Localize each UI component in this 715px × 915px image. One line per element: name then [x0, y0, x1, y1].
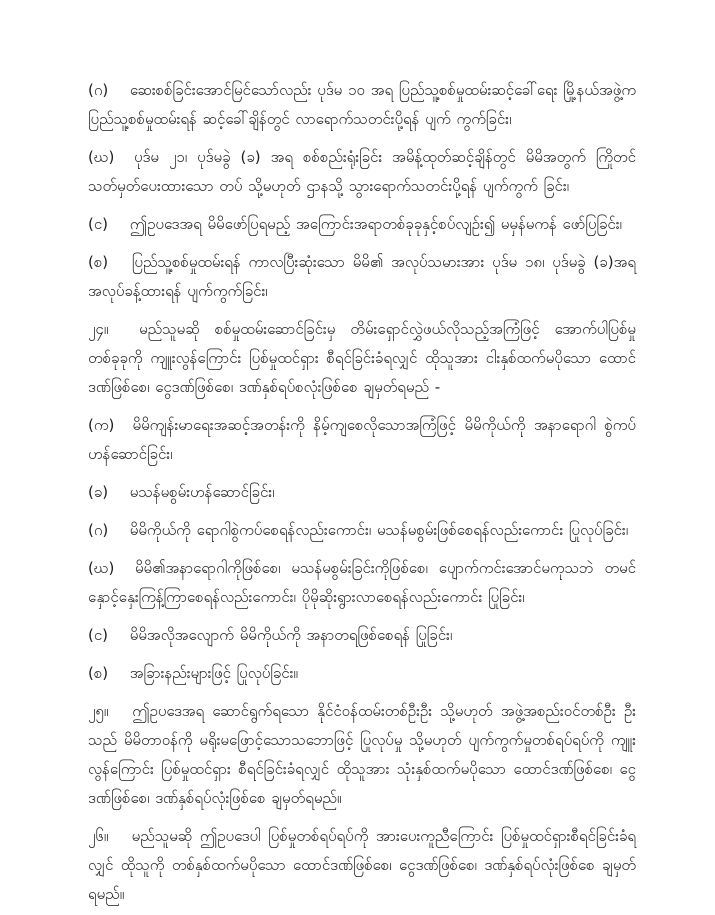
section-text: ဤဥပဒေအရ ဆောင်ရွက်ရသော နိုင်ငံဝန်ထမ်းတစ်ဦးဦး သို့မဟုတ် အဖွဲ့အစည်းဝင်တစ်ဦး ဦးသည် မိမိတာဝန်ကို မရိုးမဖြောင့်သောသဘောဖြင့် ပြုလုပ်မှု သို့မဟုတ် ပျက်ကွက်မှုတစ်ရပ်ရပ်ကို ကျူး လွန်ကြောင်း ပြစ်မှုထင်ရှား စီရင်ခြင်းခံရလျှင် ထိုသူအား သုံးနှစ်ထက်မပိုသော ထောင်ဒဏ်ဖြစ်စေ၊ ငွေ ဒဏ်ဖြစ်စေ၊ ဒဏ်နှစ်ရပ်လုံးဖြစ်စေ ချမှတ်ရမည်။ [88, 702, 636, 807]
list-item-sa-2 [88, 659, 636, 688]
section-26 [88, 822, 636, 909]
item-label: (ဂ) [88, 521, 109, 539]
list-item-gha [88, 143, 636, 201]
item-label: (ဃ) [88, 559, 115, 577]
item-text: အခြားနည်းများဖြင့် ပြုလုပ်ခြင်း။ [129, 664, 298, 682]
section-number: ၂၅။ [88, 702, 109, 720]
item-text: မိမိ၏အနာရောဂါကိုဖြစ်စေ၊ မသန်မစွမ်းခြင်းကိုဖြစ်စေ၊ ပျောက်ကင်းအောင်မကုသဘဲ တမင် နှောင့်နှေးကြန့်ကြာစေရန်လည်းကောင်း၊ ပိုမိုဆိုးရွားလာစေရန်လည်းကောင်း ပြုခြင်း၊ [88, 559, 636, 606]
item-label: (ခ) [88, 483, 109, 501]
item-label: (င) [88, 626, 109, 644]
item-label: (ဃ) [88, 148, 115, 166]
section-24 [88, 315, 636, 402]
list-item-ga [88, 76, 636, 134]
item-text: မိမိကျန်းမာရေးအဆင့်အတန်းကို နိမ့်ကျစေလိုသောအကြံဖြင့် မိမိကိုယ်ကို အနာရောဂါ စွဲကပ် ဟန်ဆောင်ခြင်း၊ [88, 416, 636, 463]
section-text: မည်သူမဆို ဤဥပဒေပါ ပြစ်မှုတစ်ရပ်ရပ်ကို အားပေးကူညီကြောင်း ပြစ်မှုထင်ရှားစီရင်ခြင်းခံရ လျှင် ထိုသူကို တစ်နှစ်ထက်မပိုသော ထောင်ဒဏ်ဖြစ်စေ၊ ငွေဒဏ်ဖြစ်စေ၊ ဒဏ်နှစ်ရပ်လုံးဖြစ်စေ ချမှတ် ရမည်။ [88, 827, 636, 903]
section-number: ၂၄။ [88, 320, 109, 338]
item-text: မသန်မစွမ်းဟန်ဆောင်ခြင်း၊ [129, 483, 275, 501]
section-25 [88, 697, 636, 813]
item-label: (စ) [88, 664, 109, 682]
item-text: မိမိကိုယ်ကို ရောဂါစွဲကပ်စေရန်လည်းကောင်း၊ မသန်မစွမ်းဖြစ်စေရန်လည်းကောင်း ပြုလုပ်ခြင်း၊ [129, 521, 629, 539]
item-text: ဆေးစစ်ခြင်းအောင်မြင်သော်လည်း ပုဒ်မ ၁၀ အရ ပြည်သူ့စစ်မှုထမ်းဆင့်ခေါ်ရေး မြို့နယ်အဖွဲ့က ပြည်သူ့စစ်မှုထမ်းရန် ဆင့်ခေါ်ချိန်တွင် လာရောက်သတင်းပို့ရန် ပျက် ကွက်ခြင်း၊ [88, 81, 636, 128]
list-item-gha-2 [88, 554, 636, 612]
item-text: ပုဒ်မ ၂၁၊ ပုဒ်မခွဲ (ခ) အရ စစ်စည်းရုံးခြင်း အမိန့်ထုတ်ဆင့်ချိန်တွင် မိမိအတွက် ကြိုတင် သတ်မှတ်ပေးထားသော တပ် သို့မဟုတ် ဌာနသို့ သွားရောက်သတင်းပို့ရန် ပျက်ကွက် ခြင်း၊ [88, 148, 636, 195]
list-item-sa [88, 248, 636, 306]
list-item-nga-2 [88, 621, 636, 650]
list-item-kha [88, 478, 636, 507]
item-text: ဤဥပဒေအရ မိမိဖော်ပြရမည့် အကြောင်းအရာတစ်ခုခုနှင့်စပ်လျဉ်း၍ မမှန်မကန် ဖော်ပြခြင်း၊ [129, 215, 622, 233]
item-text: ပြည်သူ့စစ်မှုထမ်းရန် ကာလပြီးဆုံးသော မိမိ၏ အလုပ်သမားအား ပုဒ်မ ၁၈၊ ပုဒ်မခွဲ (ခ)အရ အလုပ်ခန့်ထားရန် ပျက်ကွက်ခြင်း၊ [88, 253, 636, 300]
item-label: (င) [88, 215, 109, 233]
section-text: မည်သူမဆို စစ်မှုထမ်းဆောင်ခြင်းမှ တိမ်းရှောင်လွှဲဖယ်လိုသည့်အကြံဖြင့် အောက်ပါပြစ်မှု တစ်ခုခုကို ကျူးလွန်ကြောင်း ပြစ်မှုထင်ရှား စီရင်ခြင်းခံရလျှင် ထိုသူအား ငါးနှစ်ထက်မပိုသော ထောင် ဒဏ်ဖြစ်စေ၊ ငွေဒဏ်ဖြစ်စေ၊ ဒဏ်နှစ်ရပ်စလုံးဖြစ်စေ ချမှတ်ရမည် - [88, 320, 636, 396]
item-label: (ဂ) [88, 81, 109, 99]
item-text: မိမိအလိုအလျောက် မိမိကိုယ်ကို အနာတရဖြစ်စေရန် ပြုခြင်း၊ [129, 626, 453, 644]
list-item-ka [88, 411, 636, 469]
item-label: (က) [88, 416, 115, 434]
list-item-ga-2 [88, 516, 636, 545]
section-number: ၂၆။ [88, 827, 109, 845]
list-item-nga [88, 210, 636, 239]
item-label: (စ) [88, 253, 109, 271]
